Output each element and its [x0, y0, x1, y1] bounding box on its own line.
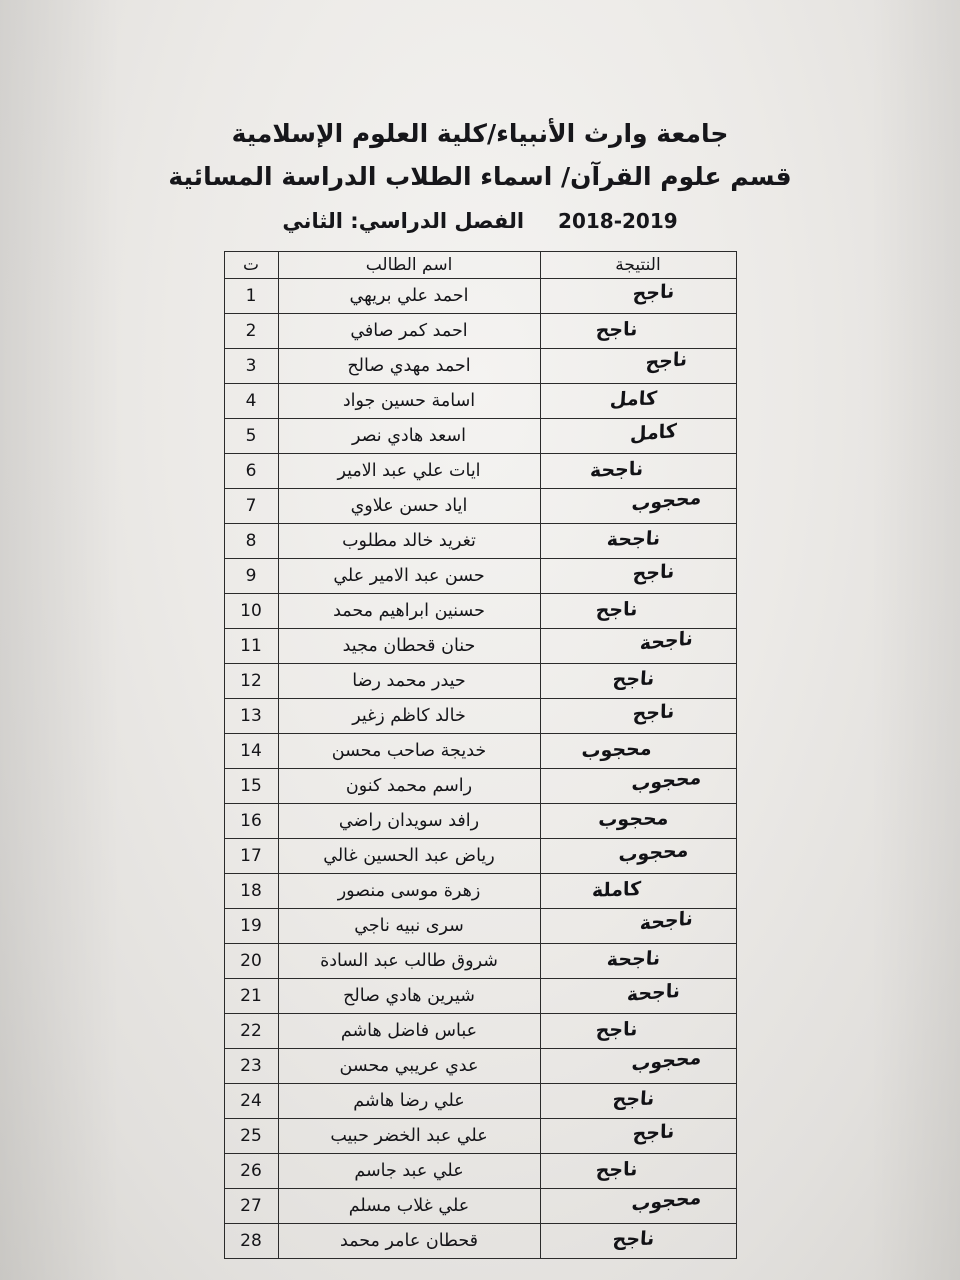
table-row	[224, 383, 736, 418]
table-row	[224, 453, 736, 488]
handwritten-result: ناجح	[611, 667, 655, 691]
student-name-cell: شيرين هادي صالح	[278, 978, 540, 1013]
row-index-cell: 13	[224, 698, 278, 733]
student-name-cell: راسم محمد كنون	[278, 768, 540, 803]
row-index-cell: 27	[224, 1188, 278, 1223]
row-index-cell: 10	[224, 593, 278, 628]
university-title: جامعة وارث الأنبياء/كلية العلوم الإسلامية	[231, 119, 729, 148]
student-name-cell: قحطان عامر محمد	[278, 1223, 540, 1258]
row-index-cell: 16	[224, 803, 278, 838]
result-cell	[540, 908, 736, 943]
table-row	[224, 663, 736, 698]
result-cell	[540, 628, 736, 663]
row-index-cell: 26	[224, 1153, 278, 1188]
result-cell	[540, 1083, 736, 1118]
result-cell	[540, 803, 736, 838]
result-cell	[540, 943, 736, 978]
student-name-cell: احمد مهدي صالح	[278, 348, 540, 383]
student-name-cell: خديجة صاحب محسن	[278, 733, 540, 768]
handwritten-result: ناجحة	[589, 457, 643, 482]
student-name-cell: رافد سويدان راضي	[278, 803, 540, 838]
student-name-cell: رياض عبد الحسين غالي	[278, 838, 540, 873]
result-cell	[540, 838, 736, 873]
handwritten-result: ناجح	[631, 559, 675, 586]
academic-year: 2018-2019	[558, 208, 678, 233]
row-index-cell: 19	[224, 908, 278, 943]
row-index-cell: 9	[224, 558, 278, 593]
handwritten-result: ناجح	[595, 317, 637, 342]
student-name-cell: عباس فاضل هاشم	[278, 1013, 540, 1048]
student-name-cell: حسن عبد الامير علي	[278, 558, 540, 593]
row-index-cell: 1	[224, 278, 278, 313]
result-cell	[540, 1118, 736, 1153]
handwritten-result: ناجحة	[605, 946, 661, 971]
row-index-cell: 20	[224, 943, 278, 978]
row-index-cell: 28	[224, 1223, 278, 1258]
result-cell	[540, 278, 736, 313]
student-name-cell: حيدر محمد رضا	[278, 663, 540, 698]
student-name-cell: شروق طالب عبد السادة	[278, 943, 540, 978]
result-cell	[540, 383, 736, 418]
handwritten-result: محجوب	[630, 485, 702, 516]
handwritten-result: ناجح	[595, 1017, 637, 1042]
handwritten-result: ناجحة	[639, 626, 693, 655]
student-roster-table	[224, 251, 737, 1259]
handwritten-result: ناجح	[595, 597, 637, 622]
result-cell	[540, 593, 736, 628]
table-row	[224, 418, 736, 453]
student-name-cell: حسنين ابراهيم محمد	[278, 593, 540, 628]
table-row	[224, 838, 736, 873]
handwritten-result: محجوب	[580, 736, 652, 762]
row-index-cell: 25	[224, 1118, 278, 1153]
handwritten-result: محجوب	[630, 1185, 702, 1216]
result-cell	[540, 313, 736, 348]
student-name-cell: ايات علي عبد الامير	[278, 453, 540, 488]
row-index-cell: 18	[224, 873, 278, 908]
handwritten-result: محجوب	[597, 806, 669, 831]
student-name-cell: احمد علي بريهي	[278, 278, 540, 313]
table-row	[224, 628, 736, 663]
table-row	[224, 943, 736, 978]
handwritten-result: ناجح	[631, 279, 675, 306]
student-name-cell: علي عبد الخضر حبيب	[278, 1118, 540, 1153]
column-header-result: النتيجة	[540, 251, 736, 278]
result-cell	[540, 1185, 736, 1223]
table-row	[224, 313, 736, 348]
table-row	[224, 278, 736, 313]
handwritten-result: ناجح	[631, 699, 675, 726]
table-row	[224, 523, 736, 558]
table-row	[224, 488, 736, 523]
handwritten-result: ناجح	[611, 1227, 655, 1251]
row-index-cell: 17	[224, 838, 278, 873]
handwritten-result: ناجح	[595, 1157, 637, 1182]
handwritten-result: محجوب	[630, 1045, 702, 1076]
handwritten-result: ناجحة	[605, 526, 661, 551]
student-name-cell: احمد كمر صافي	[278, 313, 540, 348]
student-name-cell: علي رضا هاشم	[278, 1083, 540, 1118]
result-cell	[540, 348, 736, 383]
table-row	[224, 768, 736, 803]
result-cell	[540, 1153, 736, 1188]
result-cell	[540, 523, 736, 558]
handwritten-result: كاملة	[591, 877, 641, 902]
row-index-cell: 4	[224, 383, 278, 418]
row-index-cell: 12	[224, 663, 278, 698]
student-name-cell: زهرة موسى منصور	[278, 873, 540, 908]
student-name-cell: اسامة حسين جواد	[278, 383, 540, 418]
result-cell	[540, 663, 736, 698]
table-row	[224, 558, 736, 593]
table-row	[224, 803, 736, 838]
result-cell	[540, 1013, 736, 1048]
result-cell	[540, 698, 736, 733]
result-cell	[540, 1045, 736, 1083]
result-cell	[540, 485, 736, 523]
row-index-cell: 11	[224, 628, 278, 663]
row-index-cell: 8	[224, 523, 278, 558]
handwritten-result: ناجحة	[626, 979, 680, 1006]
column-header-name: اسم الطالب	[278, 251, 540, 278]
department-title: قسم علوم القرآن/ اسماء الطلاب الدراسة المسائية	[168, 162, 792, 192]
table-row	[224, 978, 736, 1013]
table-row	[224, 1013, 736, 1048]
handwritten-result: ناجح	[611, 1087, 655, 1111]
row-index-cell: 7	[224, 488, 278, 523]
student-name-cell: خالد كاظم زغير	[278, 698, 540, 733]
table-row	[224, 348, 736, 383]
table-row	[224, 1223, 736, 1258]
handwritten-result: كامل	[608, 387, 658, 411]
result-cell	[540, 765, 736, 803]
result-cell	[540, 733, 736, 768]
student-name-cell: عدي عريبي محسن	[278, 1048, 540, 1083]
table-row	[224, 733, 736, 768]
row-index-cell: 15	[224, 768, 278, 803]
table-row	[224, 698, 736, 733]
handwritten-result: محجوب	[617, 838, 689, 867]
result-cell	[540, 453, 736, 488]
table-row	[224, 1118, 736, 1153]
student-name-cell: سرى نبيه ناجي	[278, 908, 540, 943]
row-index-cell: 2	[224, 313, 278, 348]
column-header-index: ت	[224, 251, 278, 278]
result-cell	[540, 873, 736, 908]
table-header-row	[224, 251, 736, 278]
row-index-cell: 14	[224, 733, 278, 768]
student-name-cell: حنان قحطان مجيد	[278, 628, 540, 663]
row-index-cell: 6	[224, 453, 278, 488]
student-name-cell: علي عبد جاسم	[278, 1153, 540, 1188]
handwritten-result: ناجح	[631, 1119, 675, 1146]
row-index-cell: 3	[224, 348, 278, 383]
handwritten-result: كامل	[629, 419, 677, 446]
row-index-cell: 5	[224, 418, 278, 453]
table-row	[224, 1083, 736, 1118]
handwritten-result: ناجحة	[639, 906, 693, 935]
result-cell	[540, 558, 736, 593]
semester-row	[0, 209, 960, 233]
result-cell	[540, 978, 736, 1013]
row-index-cell: 22	[224, 1013, 278, 1048]
result-cell	[540, 1223, 736, 1258]
student-name-cell: اسعد هادي نصر	[278, 418, 540, 453]
table-row	[224, 1153, 736, 1188]
table-row	[224, 873, 736, 908]
semester-label: الفصل الدراسي: الثاني	[282, 208, 525, 233]
row-index-cell: 23	[224, 1048, 278, 1083]
table-row	[224, 1048, 736, 1083]
student-name-cell: علي غلاب مسلم	[278, 1188, 540, 1223]
table-row	[224, 908, 736, 943]
row-index-cell: 21	[224, 978, 278, 1013]
student-name-cell: تغريد خالد مطلوب	[278, 523, 540, 558]
document-header	[0, 0, 960, 233]
result-cell	[540, 418, 736, 453]
student-name-cell: اياد حسن علاوي	[278, 488, 540, 523]
row-index-cell: 24	[224, 1083, 278, 1118]
table-row	[224, 593, 736, 628]
handwritten-result: محجوب	[630, 765, 702, 796]
table-row	[224, 1188, 736, 1223]
handwritten-result: ناجح	[644, 347, 687, 374]
